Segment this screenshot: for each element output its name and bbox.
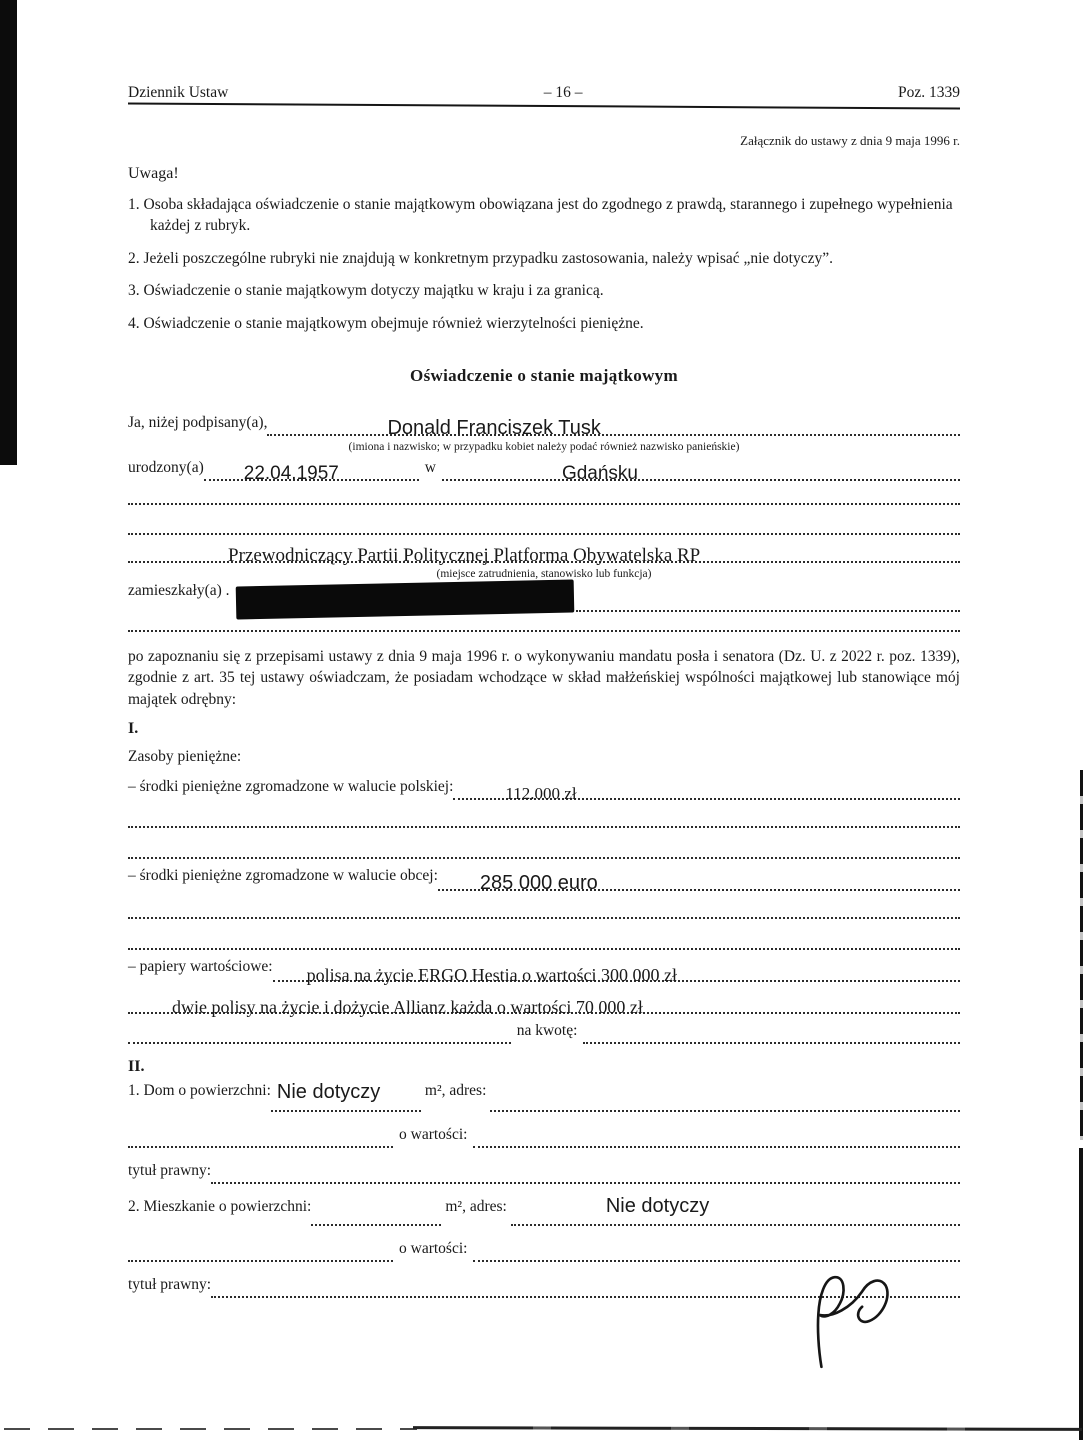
house-value-field	[473, 1142, 960, 1148]
scan-edge-artifact-left	[0, 0, 17, 465]
apartment-address-value: Nie dotyczy	[605, 1195, 710, 1217]
notice-title: Uwaga!	[128, 165, 179, 182]
apartment-label: 2. Mieszkanie o powierzchni:	[128, 1198, 312, 1215]
residence-row	[128, 582, 960, 616]
apartment-value-field	[473, 1256, 960, 1262]
residence-label: zamieszkały(a) .	[128, 581, 230, 599]
signature	[798, 1268, 910, 1372]
header-rule	[128, 102, 960, 109]
name-caption: (imiona i nazwisko; w przypadku kobiet należy podać również nazwisko panieńskie)	[348, 440, 740, 453]
house-address-field	[490, 1106, 960, 1112]
house-value-row	[128, 1126, 960, 1152]
form-title: Oświadczenie o stanie majątkowym	[410, 365, 678, 385]
document-content	[128, 84, 960, 1302]
redaction-bar	[235, 580, 574, 620]
born-label: urodzony(a)	[128, 458, 204, 476]
apartment-unit-label: m², adres:	[445, 1198, 507, 1215]
blank-dotted-line	[128, 946, 960, 950]
birth-place-field	[442, 462, 960, 484]
house-legal-title-field	[211, 1178, 960, 1184]
position-value: Przewodniczący Partii Politycznej Platforma Obywatelska RP	[228, 544, 701, 566]
notice-list	[128, 194, 960, 334]
securities-field-2	[128, 997, 960, 1017]
house-row	[128, 1082, 960, 1116]
fx-label: – środki pieniężne zgromadzone w walucie obcej:	[128, 867, 438, 884]
apartment-legal-title-label: tytuł prawny:	[128, 1276, 212, 1293]
amount-field	[583, 1038, 960, 1044]
declaration-paragraph: po zapoznaniu się z przepisami ustawy z dnia 9 maja 1996 r. o wykonywaniu mandatu posła i senatora (Dz. U. z 2022 r. poz. 1339), zgodnie z art. 35 tej ustawy oświadczam, że posiadam wchodzące w skład małżeńskiej wspólności majątkowej lub stanowiące mój majątek odrębny:	[128, 647, 960, 708]
position-row	[128, 537, 960, 567]
fx-row	[128, 867, 960, 895]
bottom-rule	[4, 1428, 417, 1431]
securities-field-1	[273, 965, 960, 985]
amount-leader-left	[128, 1038, 511, 1044]
position-number: Poz. 1339	[898, 84, 960, 101]
house-label: 1. Dom o powierzchni:	[128, 1082, 271, 1099]
pln-value: 112.000 zł	[505, 784, 577, 803]
house-value-label: o wartości:	[399, 1126, 468, 1143]
journal-title: Dziennik Ustaw	[128, 84, 229, 101]
position-caption: (miejsce zatrudnienia, stanowisko lub funkcja)	[436, 567, 652, 580]
house-area-value: Nie dotyczy	[276, 1081, 381, 1103]
blank-dotted-line	[128, 628, 960, 632]
securities-value-2: dwie polisy na życie i dożycie Allianz każda o wartości 70 000 zł	[172, 997, 643, 1017]
born-in-label: w	[424, 458, 436, 476]
apartment-area-field	[311, 1220, 441, 1226]
birth-row	[128, 459, 960, 485]
amount-label: na kwotę:	[516, 1022, 578, 1039]
residence-field	[576, 606, 960, 612]
apartment-value-row	[128, 1240, 960, 1266]
blank-dotted-line	[128, 855, 960, 859]
scan-edge-artifact-right	[1080, 770, 1083, 1140]
bottom-rule	[413, 1426, 1082, 1431]
journal-header	[128, 84, 960, 102]
house-unit-label: m², adres:	[424, 1082, 487, 1099]
notice-item: 2. Jeżeli poszczególne rubryki nie znajdują w konkretnym przypadku zastosowania, należy wpisać „nie dotyczy”.	[128, 249, 833, 267]
section-2-number: II.	[128, 1058, 145, 1075]
notice-item: 4. Oświadczenie o stanie majątkowym obejmuje również wierzytelności pieniężne.	[128, 314, 644, 332]
name-row	[128, 414, 960, 440]
apartment-row	[128, 1195, 960, 1230]
securities-label: – papiery wartościowe:	[128, 958, 273, 975]
pln-row	[128, 778, 960, 804]
birth-date-value: 22.04.1957	[243, 462, 339, 484]
securities-row-2	[128, 990, 960, 1018]
pln-label: – środki pieniężne zgromadzone w walucie polskiej:	[128, 778, 454, 795]
birth-date-field	[204, 462, 419, 484]
section-1-number: I.	[128, 720, 139, 737]
securities-row	[128, 958, 960, 986]
house-title-row	[128, 1162, 960, 1188]
apartment-value-leader	[128, 1256, 393, 1262]
blank-dotted-line	[128, 824, 960, 828]
section-1-heading: Zasoby pieniężne:	[128, 748, 242, 765]
fx-field	[438, 872, 960, 894]
securities-value-1: polisa na życie ERGO Hestia o wartości 300 000 zł	[306, 965, 678, 985]
name-field	[267, 416, 960, 439]
apartment-value-label: o wartości:	[399, 1240, 468, 1257]
blank-dotted-line	[128, 915, 960, 919]
blank-dotted-line	[128, 501, 960, 505]
position-field	[128, 544, 960, 566]
scan-edge-artifact-right	[1079, 1148, 1083, 1440]
pln-field	[453, 784, 960, 803]
fx-value: 285 000 euro	[479, 872, 598, 894]
birth-place-value: Gdańsku	[561, 462, 638, 484]
notice-item: 3. Oświadczenie o stanie majątkowym dotyczy majątku w kraju i za granicą.	[128, 282, 604, 300]
apartment-address-field	[511, 1195, 960, 1226]
amount-row	[128, 1022, 960, 1048]
notice-item: 1. Osoba składająca oświadczenie o stanie majątkowym obowiązana jest do zgodnego z prawdą, starannego i zupełnego wypełnienia każdej z rubryk.	[128, 196, 953, 235]
house-legal-title-label: tytuł prawny:	[128, 1162, 212, 1179]
name-value: Donald Franciszek Tusk	[387, 416, 601, 439]
declarant-intro-label: Ja, niżej podpisany(a),	[128, 413, 268, 431]
house-area-field	[271, 1081, 421, 1112]
page-number: – 16 –	[543, 84, 583, 101]
blank-dotted-line	[128, 531, 960, 535]
attachment-note: Załącznik do ustawy z dnia 9 maja 1996 r.	[740, 133, 960, 148]
house-value-leader	[128, 1142, 393, 1148]
